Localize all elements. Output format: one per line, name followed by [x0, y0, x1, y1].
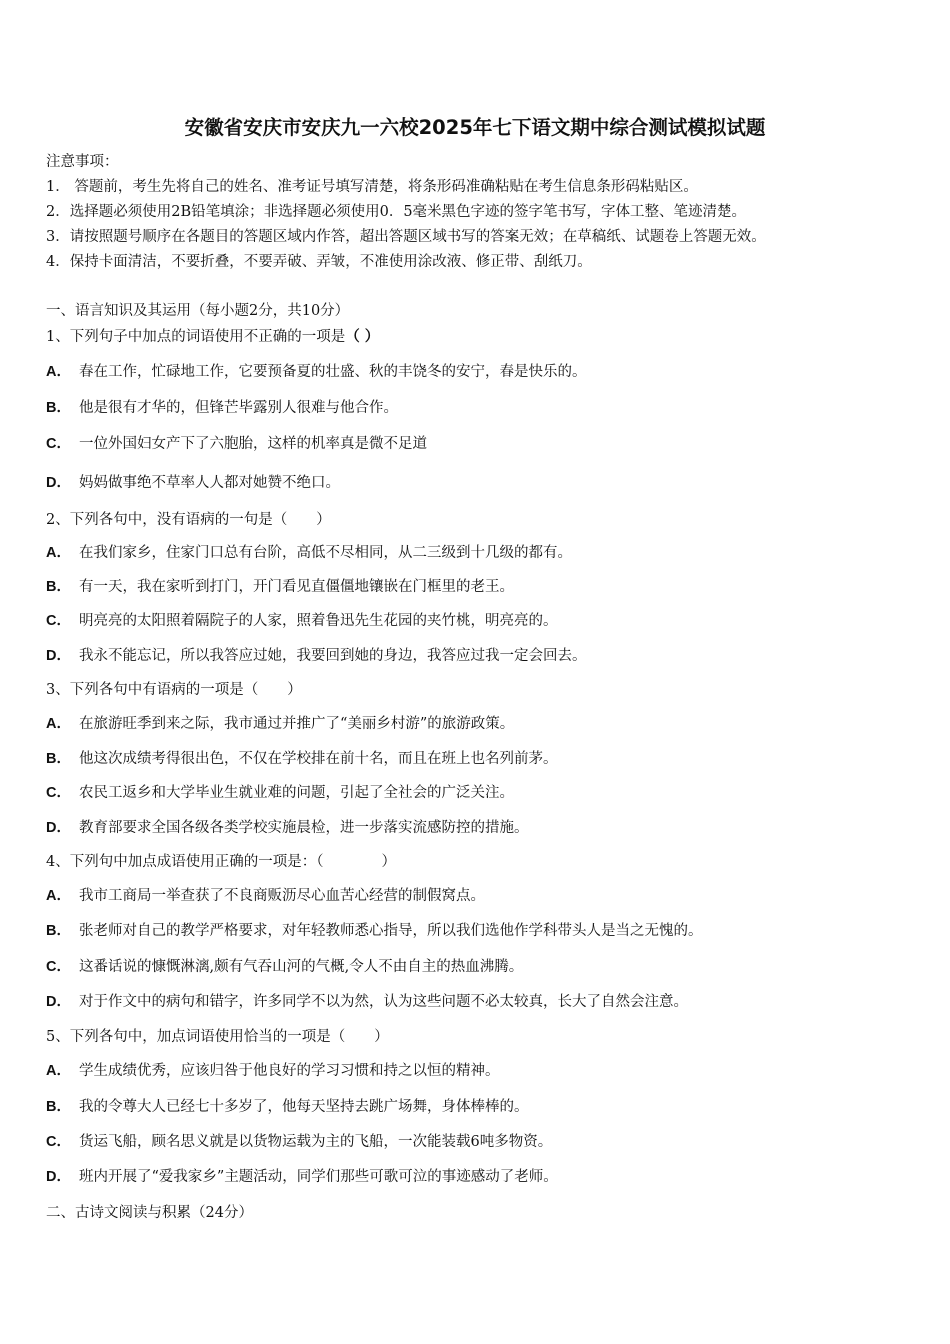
section-heading: 一、语言知识及其运用（每小题2分，共10分） — [46, 303, 350, 319]
page-title: 安徽省安庆市安庆九一六校2025年七下语文期中综合测试模拟试题 — [184, 116, 766, 139]
answer-paren: （ ） — [345, 328, 380, 345]
option-label: A． — [46, 364, 71, 380]
option-text: 张老师对自己的教学严格要求，对年轻教师悉心指导，所以我们选他作学科带头人是当之无愧的。 — [78, 923, 703, 939]
option-label: D． — [46, 994, 71, 1010]
option-b — [46, 398, 906, 418]
option-b — [46, 749, 906, 769]
option-label: C． — [46, 785, 71, 801]
option-label: A． — [46, 545, 71, 561]
option-text: 教育部要求全国各级各类学校实施晨检，进一步落实流感防控的措施。 — [78, 820, 529, 836]
option-text: 我永不能忘记，所以我答应过她，我要回到她的身边，我答应过我一定会回去。 — [78, 648, 587, 664]
option-label: D． — [46, 648, 71, 664]
option-label: C． — [46, 1134, 71, 1150]
option-a — [46, 362, 906, 382]
option-label: D． — [46, 820, 71, 836]
question-stem: 5、下列各句中，加点词语使用恰当的一项是（ ） — [46, 1029, 389, 1045]
option-d — [46, 646, 906, 666]
notice-item: 3．请按照题号顺序在各题目的答题区域内作答，超出答题区域书写的答案无效；在草稿纸、试题卷上答题无效。 — [46, 229, 766, 245]
question-stem: 2、下列各句中，没有语病的一句是（ ） — [46, 512, 331, 528]
notice-item: 4．保持卡面清洁，不要折叠，不要弄破、弄皱，不准使用涂改液、修正带、刮纸刀。 — [46, 254, 592, 270]
option-c — [46, 1132, 906, 1152]
option-a — [46, 543, 906, 563]
option-label: A． — [46, 716, 71, 732]
option-text: 明亮亮的太阳照着隔院子的人家，照着鲁迅先生花园的夹竹桃，明亮亮的。 — [78, 613, 558, 629]
option-text: 班内开展了“爱我家乡”主题活动，同学们那些可歌可泣的事迹感动了老师。 — [78, 1169, 558, 1185]
option-text: 一位外国妇女产下了六胞胎，这样的机率真是微不足道 — [78, 436, 427, 452]
option-label: A． — [46, 888, 71, 904]
option-b — [46, 1097, 906, 1117]
notice-heading: 注意事项： — [46, 154, 119, 170]
option-c — [46, 957, 906, 977]
option-text: 货运飞船，顾名思义就是以货物运载为主的飞船，一次能装载6吨多物资。 — [78, 1134, 553, 1150]
option-d — [46, 818, 906, 838]
option-a — [46, 886, 906, 906]
option-b — [46, 577, 906, 597]
option-text: 我的令尊大人已经七十多岁了，他每天坚持去跳广场舞，身体棒棒的。 — [78, 1099, 529, 1115]
option-label: B． — [46, 923, 71, 939]
option-label: D． — [46, 475, 71, 491]
option-a — [46, 714, 906, 734]
option-label: B． — [46, 751, 71, 767]
option-a — [46, 1061, 906, 1081]
notice-item: 2．选择题必须使用2B铅笔填涂；非选择题必须使用0．5毫米黑色字迹的签字笔书写，字体工整、笔迹清楚。 — [46, 204, 747, 220]
option-d — [46, 992, 906, 1012]
option-text: 在我们家乡，住家门口总有台阶，高低不尽相同，从二三级到十几级的都有。 — [78, 545, 572, 561]
option-label: B． — [46, 1099, 71, 1115]
question-stem: 4、下列句中加点成语使用正确的一项是：（ ） — [46, 854, 396, 870]
option-text: 这番话说的慷慨淋漓,颇有气吞山河的气概,令人不由自主的热血沸腾。 — [78, 959, 524, 975]
option-text: 在旅游旺季到来之际，我市通过并推广了“美丽乡村游”的旅游政策。 — [78, 716, 515, 732]
option-text: 有一天，我在家听到打门，开门看见直僵僵地镶嵌在门框里的老王。 — [78, 579, 514, 595]
question-stem — [46, 327, 906, 347]
option-c — [46, 783, 906, 803]
option-label: C． — [46, 436, 71, 452]
option-text: 妈妈做事绝不草率人人都对她赞不绝口。 — [78, 475, 340, 491]
option-text: 春在工作，忙碌地工作，它要预备夏的壮盛、秋的丰饶冬的安宁，春是快乐的。 — [78, 364, 587, 380]
option-label: C． — [46, 959, 71, 975]
option-c — [46, 611, 906, 631]
notice-item: 1． 答题前，考生先将自己的姓名、准考证号填写清楚，将条形码准确粘贴在考生信息条形码粘贴区。 — [46, 179, 698, 195]
question-stem: 3、下列各句中有语病的一项是（ ） — [46, 682, 302, 698]
option-d — [46, 1167, 906, 1187]
option-text: 农民工返乡和大学毕业生就业难的问题，引起了全社会的广泛关注。 — [78, 785, 514, 801]
question-stem-text: 1、下列句子中加点的词语使用不正确的一项是 — [46, 329, 346, 345]
option-text: 对于作文中的病句和错字，许多同学不以为然，认为这些问题不必太较真，长大了自然会注意。 — [78, 994, 688, 1010]
option-text: 他这次成绩考得很出色，不仅在学校排在前十名，而且在班上也名列前茅。 — [78, 751, 558, 767]
option-c — [46, 434, 906, 454]
option-label: D． — [46, 1169, 71, 1185]
option-label: B． — [46, 579, 71, 595]
option-text: 学生成绩优秀，应该归咎于他良好的学习习惯和持之以恒的精神。 — [78, 1063, 500, 1079]
option-text: 我市工商局一举查获了不良商贩沥尽心血苦心经营的制假窝点。 — [78, 888, 485, 904]
option-label: C． — [46, 613, 71, 629]
section-heading: 二、古诗文阅读与积累（24分） — [46, 1205, 253, 1221]
option-text: 他是很有才华的，但锋芒毕露别人很难与他合作。 — [78, 400, 398, 416]
option-b — [46, 921, 906, 941]
option-d — [46, 473, 906, 493]
option-label: A． — [46, 1063, 71, 1079]
option-label: B． — [46, 400, 71, 416]
